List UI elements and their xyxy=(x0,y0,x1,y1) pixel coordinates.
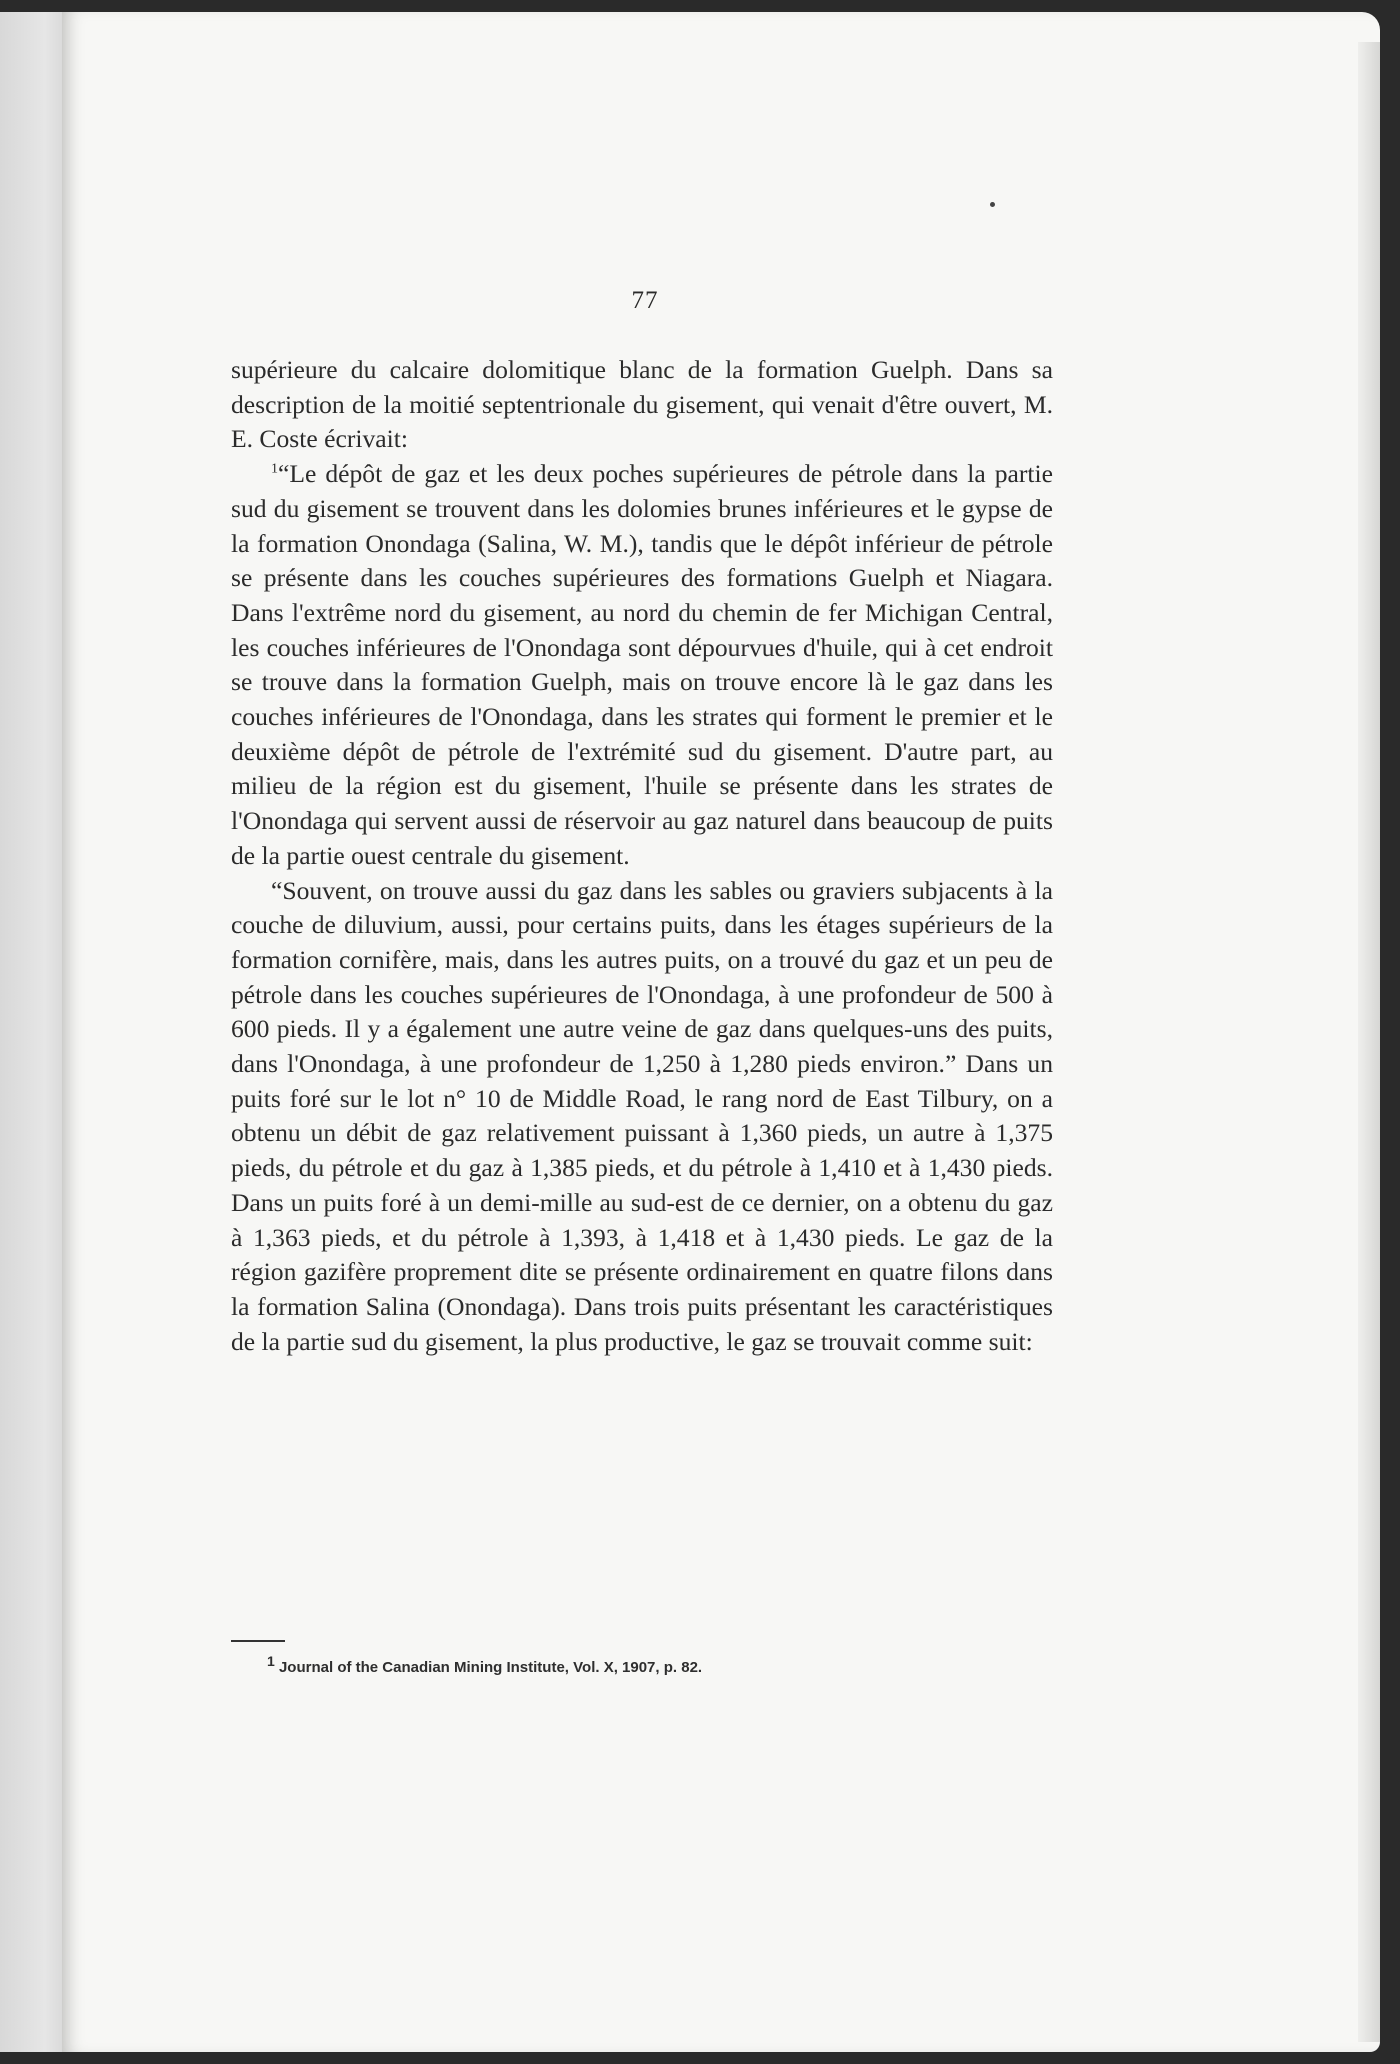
body-text xyxy=(231,353,1053,1359)
paragraph-1: supérieure du calcaire dolomitique blanc de la formation Guelph. Dans sa description de la moitié septentrionale du gisement, qui venait d'être ouvert, M. E. Coste écrivait: xyxy=(231,355,1053,454)
footnote xyxy=(267,1653,1067,1676)
paragraph-2 xyxy=(231,457,1053,873)
footnote-marker: 1 xyxy=(267,1653,275,1669)
paragraph-3: “Souvent, on trouve aussi du gaz dans les sables ou graviers subjacents à la couche de diluvium, aussi, pour certains puits, dans les étages supérieurs de la formation cornifère, mais, dans les autres puits, on a trouvé du gaz et un peu de pétrole dans les couches supérieures de l'Onondaga, à une profondeur de 500 à 600 pieds. Il y a également une autre veine de gaz dans quelques-uns des puits, dans l'Onondaga, à une profondeur de 1,250 à 1,280 pieds environ.” Dans un puits foré sur le lot n° 10 de Middle Road, le rang nord de East Tilbury, on a obtenu un débit de gaz relativement puissant à 1,360 pieds, un autre à 1,375 pieds, du pétrole et du gaz à 1,385 pieds, et du pétrole à 1,410 et à 1,430 pieds. Dans un puits foré à un demi-mille au sud-est de ce dernier, on a obtenu du gaz à 1,363 pieds, et du pétrole à 1,393, à 1,418 et à 1,430 pieds. Le gaz de la région gazifère proprement dite se présente ordinairement en quatre filons dans la formation Salina (Onondaga). Dans trois puits présentant les caractéristiques de la partie sud du gisement, la plus productive, le gaz se trouvait comme suit: xyxy=(231,875,1053,1356)
page-number: 77 xyxy=(631,287,659,314)
printing-speck xyxy=(990,202,995,207)
page-right-edge xyxy=(1358,42,1380,2042)
paragraph-2-text: “Le dépôt de gaz et les deux poches supérieures de pétrole dans la partie sud du gisement se trouvent dans les dolomies brunes inférieures et le gypse de la formation Onondaga (Salina, W. M.), tandis que le dépôt inférieur de pétrole se présente dans les couches supérieures des formations Guelph et Niagara. Dans l'extrême nord du gisement, au nord du chemin de fer Michigan Central, les couches inférieures de l'Onondaga sont dépourvues d'huile, qui à cet endroit se trouve dans la formation Guelph, mais on trouve encore là le gaz dans les couches inférieures de l'Onondaga, dans les strates qui forment le premier et le deuxième dépôt de pétrole de l'extrémité sud du gisement. D'autre part, au milieu de la région est du gisement, l'huile se présente dans les strates de l'Onondaga qui servent aussi de réservoir au gaz naturel dans beaucoup de puits de la partie ouest centrale du gisement. xyxy=(231,459,1053,870)
footnote-rule xyxy=(231,1640,285,1642)
footnote-reference: 1 xyxy=(271,461,278,477)
footnote-text: Journal of the Canadian Mining Institute, Vol. X, 1907, p. 82. xyxy=(278,1659,703,1676)
